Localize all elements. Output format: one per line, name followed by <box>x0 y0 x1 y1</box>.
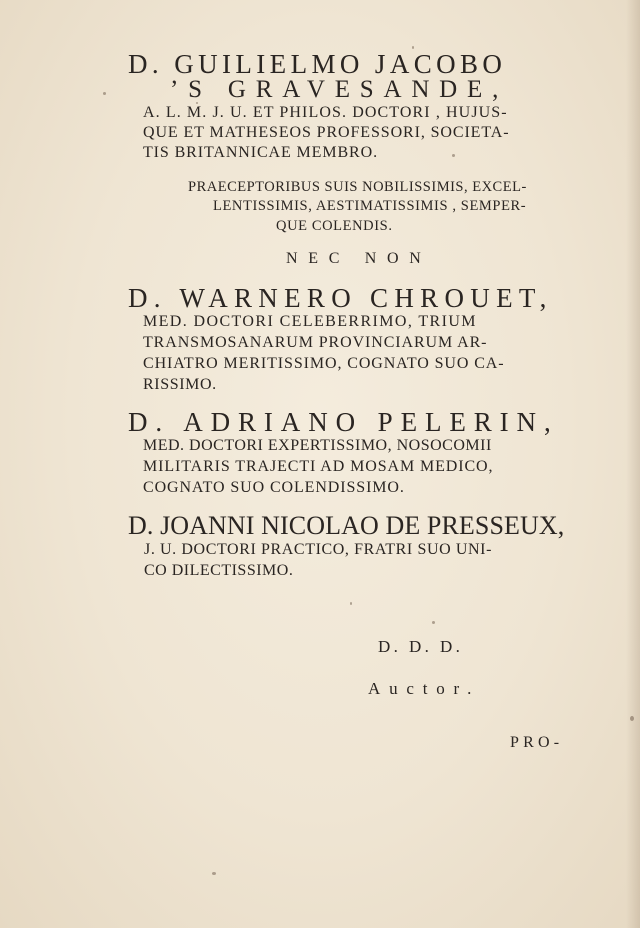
pelerin-title-line: COGNATO SUO COLENDISSIMO. <box>143 479 405 496</box>
gravesande-title-line: A. L. M. J. U. ET PHILOS. DOCTORI , HUJUS- <box>143 104 508 121</box>
chrouet-title-line: MED. DOCTORI CELEBERRIMO, TRIUM <box>143 313 477 330</box>
paper-speck <box>452 154 455 157</box>
paper-speck <box>196 102 198 104</box>
paper-speck <box>412 46 414 49</box>
pelerin-title-line: MED. DOCTORI EXPERTISSIMO, NOSOCOMII <box>143 437 492 454</box>
paper-speck <box>103 92 106 95</box>
gravesande-title-line: QUE ET MATHESEOS PROFESSORI, SOCIETA- <box>143 124 510 141</box>
preceptors-line: LENTISSIMIS, AESTIMATISSIMIS , SEMPER- <box>213 198 527 214</box>
preceptors-line: QUE COLENDIS. <box>276 218 393 234</box>
chrouet-title-line: TRANSMOSANARUM PROVINCIARUM AR- <box>143 334 488 351</box>
dedicatee-name-chrouet: D. WARNERO CHROUET, <box>128 283 553 313</box>
gravesande-title-line: TIS BRITANNICAE MEMBRO. <box>143 144 378 161</box>
dedicatee-name-gravesande-line2: ’S GRAVESANDE, <box>170 76 509 103</box>
dedicatee-name-gravesande-line1: D. GUILIELMO JACOBO <box>128 49 507 79</box>
paper-speck <box>350 602 352 605</box>
page-edge-shadow <box>626 0 640 928</box>
dedicatee-name-pelerin: D. ADRIANO PELERIN, <box>128 407 559 437</box>
paper-speck <box>212 872 216 875</box>
paper-speck <box>630 716 634 721</box>
dedication-formula: D. D. D. <box>378 637 464 656</box>
pelerin-title-line: MILITARIS TRAJECTI AD MOSAM MEDICO, <box>143 458 494 475</box>
nec-non-divider: NEC NON <box>286 250 432 267</box>
chrouet-title-line: RISSIMO. <box>143 376 217 393</box>
chrouet-title-line: CHIATRO MERITISSIMO, COGNATO SUO CA- <box>143 355 505 372</box>
catchword: PRO- <box>510 734 564 751</box>
dedicatee-name-presseux: D. JOANNI NICOLAO DE PRESSEUX, <box>128 511 565 540</box>
paper-speck <box>432 621 435 624</box>
author-signature: Auctor. <box>368 679 481 698</box>
presseux-title-line: J. U. DOCTORI PRACTICO, FRATRI SUO UNI- <box>144 541 493 558</box>
presseux-title-line: CO DILECTISSIMO. <box>144 562 294 579</box>
preceptors-line: PRAECEPTORIBUS SUIS NOBILISSIMIS, EXCEL- <box>188 179 527 195</box>
